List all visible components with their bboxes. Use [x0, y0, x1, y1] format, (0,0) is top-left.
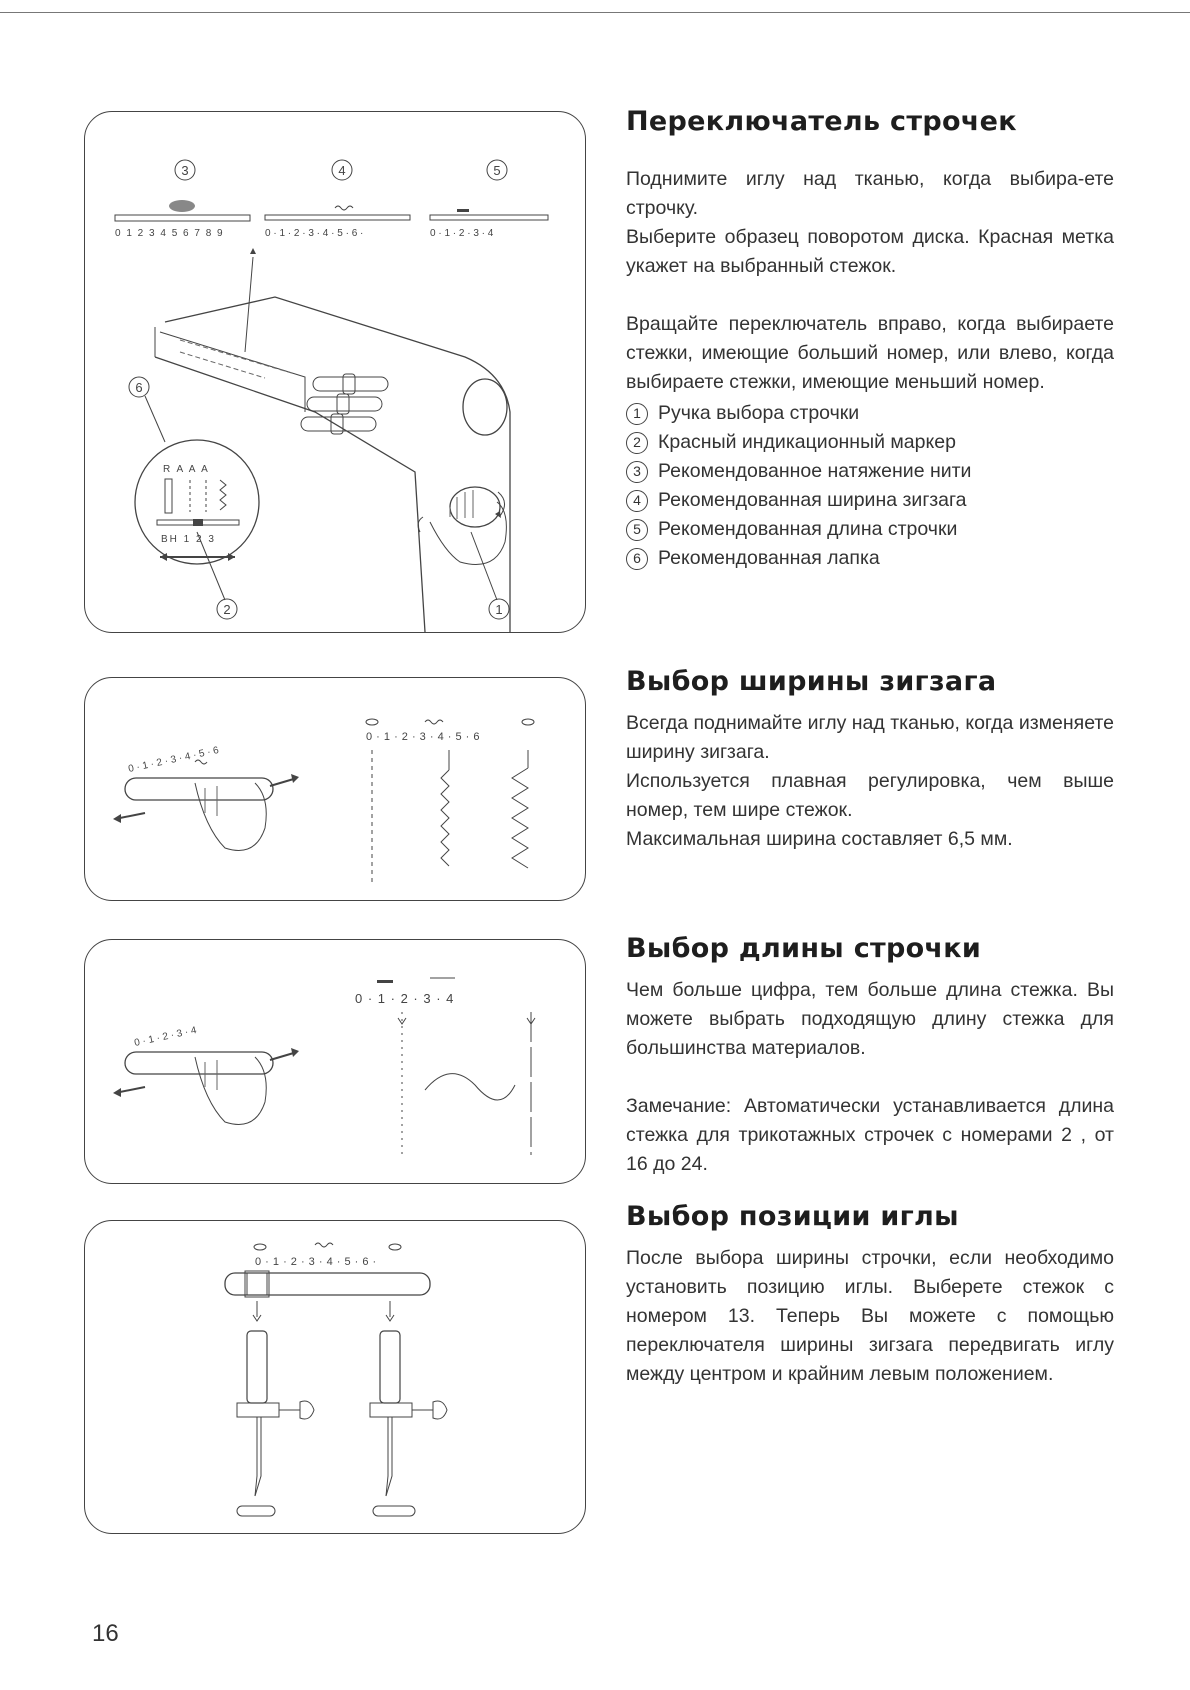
legend-item	[626, 486, 1114, 515]
stitch-length-illustration	[85, 940, 585, 1183]
page-number: 16	[92, 1620, 119, 1647]
top-rule	[0, 12, 1190, 13]
width-scale: 0 · 1 · 2 · 3 · 4 · 5 · 6 ·	[265, 228, 364, 239]
section-title: Выбор ширины зигзага	[626, 666, 997, 697]
stitch-selector-illustration	[85, 112, 585, 632]
legend-number: 4	[626, 490, 648, 512]
legend-item	[626, 515, 1114, 544]
zigzag-scale: 0 · 1 · 2 · 3 · 4 · 5 · 6	[366, 731, 480, 743]
legend-text: Рекомендованная лапка	[658, 547, 880, 569]
legend-text: Красный индикационный маркер	[658, 431, 956, 453]
legend-number: 5	[626, 519, 648, 541]
legend-text: Ручка выбора строчки	[658, 402, 860, 424]
section-title: Выбор позиции иглы	[626, 1201, 959, 1232]
section-stitch-selector	[626, 106, 1114, 573]
section-title: Переключатель строчек	[626, 106, 1017, 137]
paragraph: Замечание: Автоматически устанавливается длина стежка для трикотажных строчек с номерами 2 , от 16 до 24.	[626, 1095, 1114, 1175]
section-title: Выбор длины строчки	[626, 933, 982, 964]
callout-3: 3	[181, 163, 189, 178]
paragraph: Вращайте переключатель вправо, когда выбираете стежки, имеющие больший номер, или влево, когда выбираете стежки, имеющие меньший номер.	[626, 313, 1114, 393]
callout-1: 1	[495, 602, 503, 617]
legend-number: 6	[626, 548, 648, 570]
paragraph: Поднимите иглу над тканью, когда выбира-ете строчку.	[626, 168, 1114, 219]
section-zigzag-width	[626, 666, 1114, 854]
legend-item	[626, 457, 1114, 486]
legend-text: Рекомендованное натяжение нити	[658, 460, 972, 482]
zigzag-slider-scale: 0 · 1 · 2 · 3 · 4 · 5 · 6	[127, 744, 220, 775]
callout-6: 6	[135, 380, 143, 395]
callout-2: 2	[223, 602, 231, 617]
length-slider-scale: 0 · 1 · 2 · 3 · 4	[133, 1025, 198, 1049]
figure-zigzag-width	[84, 677, 586, 901]
legend-item	[626, 428, 1114, 457]
figure-stitch-selector	[84, 111, 586, 633]
foot-numbers: BH 1 2 3	[161, 534, 216, 545]
legend-number: 3	[626, 461, 648, 483]
needle-scale: 0 · 1 · 2 · 3 · 4 · 5 · 6 ·	[255, 1256, 377, 1268]
legend-number: 2	[626, 432, 648, 454]
paragraph: Чем больше цифра, тем больше длина стежка. Вы можете выбрать подходящую длину стежка для большинства материалов.	[626, 979, 1114, 1059]
callout-4: 4	[338, 163, 346, 178]
legend-item	[626, 544, 1114, 573]
legend-list	[626, 399, 1114, 573]
paragraph: Всегда поднимайте иглу над тканью, когда изменяете ширину зигзага.	[626, 712, 1114, 763]
legend-item	[626, 399, 1114, 428]
needle-position-illustration	[85, 1221, 585, 1533]
legend-number: 1	[626, 403, 648, 425]
legend-text: Рекомендованная длина строчки	[658, 518, 958, 540]
paragraph: Используется плавная регулировка, чем выше номер, тем шире стежок.	[626, 770, 1114, 821]
length-scale: 0 · 1 · 2 · 3 · 4	[430, 228, 494, 239]
length-scale: 0 · 1 · 2 · 3 · 4	[355, 991, 455, 1006]
figure-stitch-length	[84, 939, 586, 1184]
zigzag-width-illustration	[85, 678, 585, 900]
foot-letters: R A A A	[163, 464, 210, 475]
paragraph: Выберите образец поворотом диска. Красная метка укажет на выбранный стежок.	[626, 226, 1114, 277]
tension-scale: 0 1 2 3 4 5 6 7 8 9	[115, 228, 225, 239]
legend-text: Рекомендованная ширина зигзага	[658, 489, 967, 511]
paragraph: После выбора ширины строчки, если необходимо установить позицию иглы. Выберете стежок с номером 13. Теперь Вы можете с помощью переключателя ширины зигзага передвигать иглу между центром и крайним левым положением.	[626, 1247, 1114, 1385]
paragraph: Максимальная ширина составляет 6,5 мм.	[626, 828, 1013, 850]
section-needle-position	[626, 1201, 1114, 1389]
callout-5: 5	[493, 163, 501, 178]
figure-needle-position	[84, 1220, 586, 1534]
section-stitch-length	[626, 933, 1114, 1179]
